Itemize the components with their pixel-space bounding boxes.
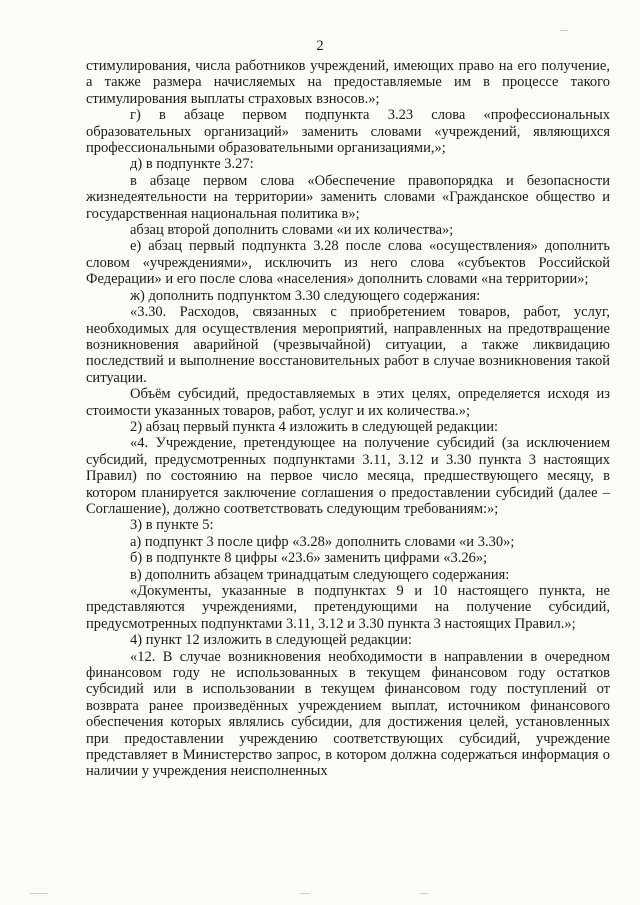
scan-artifact <box>560 30 568 31</box>
paragraph: стимулирования, числа работников учреждений, имеющих право на его получение, а также размера начисляемых на предоставляемые им в процессе такого стимулирования выплаты страховых взносов.»; <box>86 58 610 107</box>
scan-artifact <box>30 893 48 894</box>
paragraph: 2) абзац первый пункта 4 изложить в следующей редакции: <box>130 418 499 435</box>
paragraph: б) в подпункте 8 цифры «23.6» заменить цифрами «3.26»; <box>130 550 488 567</box>
scan-artifact <box>420 893 428 894</box>
paragraph: «Документы, указанные в подпунктах 9 и 10 настоящего пункта, не представляются учреждениями, претендующими на получение субсидий, предусмотренных подпунктами 3.11, 3.12 и 3.30 пункта 3 настоящих Правил.»; <box>86 583 610 632</box>
document-body <box>86 58 610 780</box>
paragraph: «3.30. Расходов, связанных с приобретением товаров, работ, услуг, необходимых для осуществления мероприятий, направленных на предотвращение возникновения аварийной (чрезвычайной) ситуации, а также ликвидацию последствий и выполнение восстановительных работ в случае возникновения такой ситуации. <box>86 304 610 386</box>
paragraph: ж) дополнить подпунктом 3.30 следующего содержания: <box>130 287 481 304</box>
paragraph: абзац второй дополнить словами «и их количества»; <box>130 222 454 239</box>
paragraph: Объём субсидий, предоставляемых в этих целях, определяется исходя из стоимости указанных товаров, работ, услуг и их количества.»; <box>86 386 610 419</box>
paragraph: а) подпункт 3 после цифр «3.28» дополнить словами «и 3.30»; <box>130 533 515 550</box>
paragraph: в) дополнить абзацем тринадцатым следующего содержания: <box>130 566 510 583</box>
scan-artifact <box>300 893 310 894</box>
paragraph: 4) пункт 12 изложить в следующей редакции: <box>130 632 412 649</box>
paragraph: «12. В случае возникновения необходимости в направлении в очередном финансовом году не использованных в текущем финансовом году остатков субсидий или в использовании в текущем финансовом году поступлений от возврата ранее произведённых учреждением выплат, источником финансового обеспечения которых являлись субсидии, для достижения целей, установленных при предоставлении учреждению соответствующих субсидий, учреждение представляет в Министерство запрос, в котором должна содержаться информация о наличии у учреждения неисполненных <box>86 648 610 780</box>
paragraph: 3) в пункте 5: <box>130 517 214 534</box>
page-number: 2 <box>316 38 324 54</box>
paragraph: г) в абзаце первом подпункта 3.23 слова «профессиональных образовательных организаций» заменить словами «учреждений, являющихся профессиональными образовательными организациями,»; <box>86 107 610 157</box>
paragraph: в абзаце первом слова «Обеспечение правопорядка и безопасности жизнедеятельности на территории» заменить словами «Гражданское общество и государственная национальная политика в»; <box>86 172 610 222</box>
paragraph: е) абзац первый подпункта 3.28 после слова «осуществления» дополнить словом «учреждениями», исключить из него слова «субъектов Российской Федерации» и его после слова «населения» дополнить словами «на территории»; <box>86 238 610 288</box>
paragraph: д) в подпункте 3.27: <box>130 156 254 173</box>
paragraph: «4. Учреждение, претендующее на получение субсидий (за исключением субсидий, предусмотренных подпунктами 3.11, 3.12 и 3.30 пункта 3 настоящих Правил) по состоянию на первое число месяца, предшествующего месяцу, в котором планируется заключение соглашения о предоставлении субсидий (далее – Соглашение), должно соответствовать следующим требованиям:»; <box>86 435 610 517</box>
